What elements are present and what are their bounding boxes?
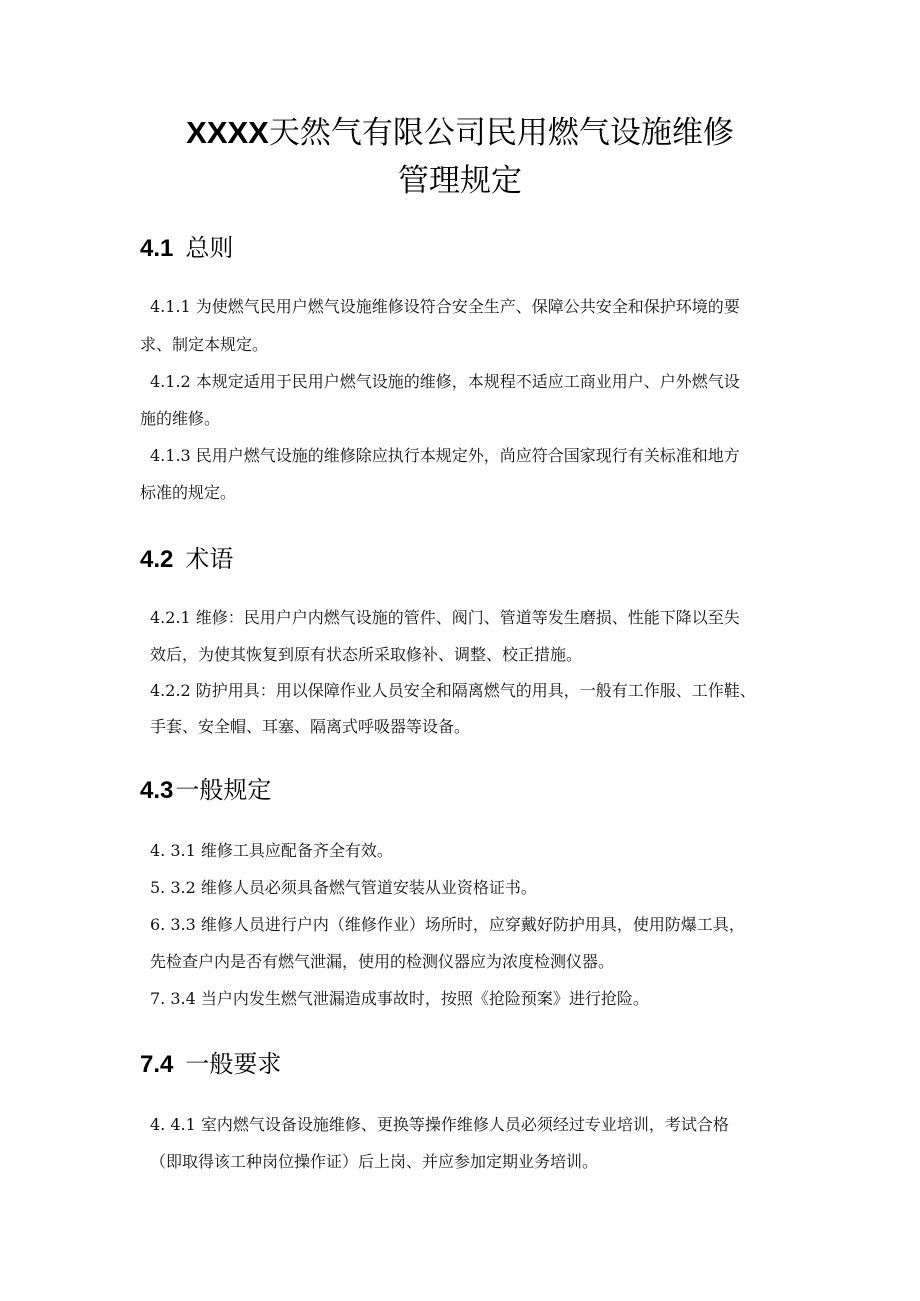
paragraph-line: 施的维修。 xyxy=(140,409,221,428)
paragraph-line: 4.1.1 为使燃气民用户燃气设施维修设符合安全生产、保障公共安全和保护环境的要 xyxy=(150,297,740,316)
section-heading-7-4 xyxy=(140,1048,281,1081)
section-number: 4.1 xyxy=(140,235,174,262)
section-number: 7.4 xyxy=(140,1051,174,1078)
paragraph-line: 4.2.1 维修：民用户户内燃气设施的管件、阀门、管道等发生磨损、性能下降以至失 xyxy=(150,608,740,627)
paragraph-line: 6. 3.3 维修人员进行户内（维修作业）场所时，应穿戴好防护用具，使用防爆工具， xyxy=(150,915,745,934)
section-title: 一般规定 xyxy=(175,776,272,804)
paragraph-line: 4. 3.1 维修工具应配备齐全有效。 xyxy=(150,841,393,860)
paragraph-line: 标准的规定。 xyxy=(140,483,237,502)
paragraph-line: 4. 4.1 室内燃气设备设施维修、更换等操作维修人员必须经过专业培训，考试合格 xyxy=(150,1115,729,1134)
section-heading-4-2 xyxy=(140,543,233,576)
section-title: 术语 xyxy=(185,545,234,573)
section-title: 一般要求 xyxy=(185,1050,282,1078)
paragraph-line: （即取得该工种岗位操作证）后上岗、并应参加定期业务培训。 xyxy=(150,1152,599,1171)
section-heading-4-3 xyxy=(140,774,271,807)
paragraph-line: 效后，为使其恢复到原有状态所采取修补、调整、校正措施。 xyxy=(150,645,583,664)
title-main-text: 天然气有限公司民用燃气设施维修 xyxy=(268,115,734,151)
paragraph-line: 手套、安全帽、耳塞、隔离式呼吸器等设备。 xyxy=(150,717,471,736)
section-title: 总则 xyxy=(185,234,234,262)
paragraph-line: 4.2.2 防护用具：用以保障作业人员安全和隔离燃气的用具，一般有工作服、工作鞋、 xyxy=(150,681,756,700)
document-title-line-2: 管理规定 xyxy=(398,163,522,199)
paragraph-line: 5. 3.2 维修人员必须具备燃气管道安装从业资格证书。 xyxy=(150,878,537,897)
paragraph-line: 7. 3.4 当户内发生燃气泄漏造成事故时，按照《抢险预案》进行抢险。 xyxy=(150,989,649,1008)
document-title-line-1 xyxy=(0,110,920,156)
paragraph-line: 先检查户内是否有燃气泄漏，使用的检测仪器应为浓度检测仪器。 xyxy=(150,952,615,971)
section-number: 4.2 xyxy=(140,546,174,573)
paragraph-line: 4.1.2 本规定适用于民用户燃气设施的维修，本规程不适应工商业用户、户外燃气设 xyxy=(150,372,740,391)
title-company-prefix: XXXX xyxy=(186,115,269,150)
section-heading-4-1 xyxy=(140,232,233,265)
section-number: 4.3 xyxy=(140,777,174,804)
paragraph-line: 4.1.3 民用户燃气设施的维修除应执行本规定外，尚应符合国家现行有关标准和地方 xyxy=(150,446,740,465)
paragraph-line: 求、制定本规定。 xyxy=(140,335,269,354)
